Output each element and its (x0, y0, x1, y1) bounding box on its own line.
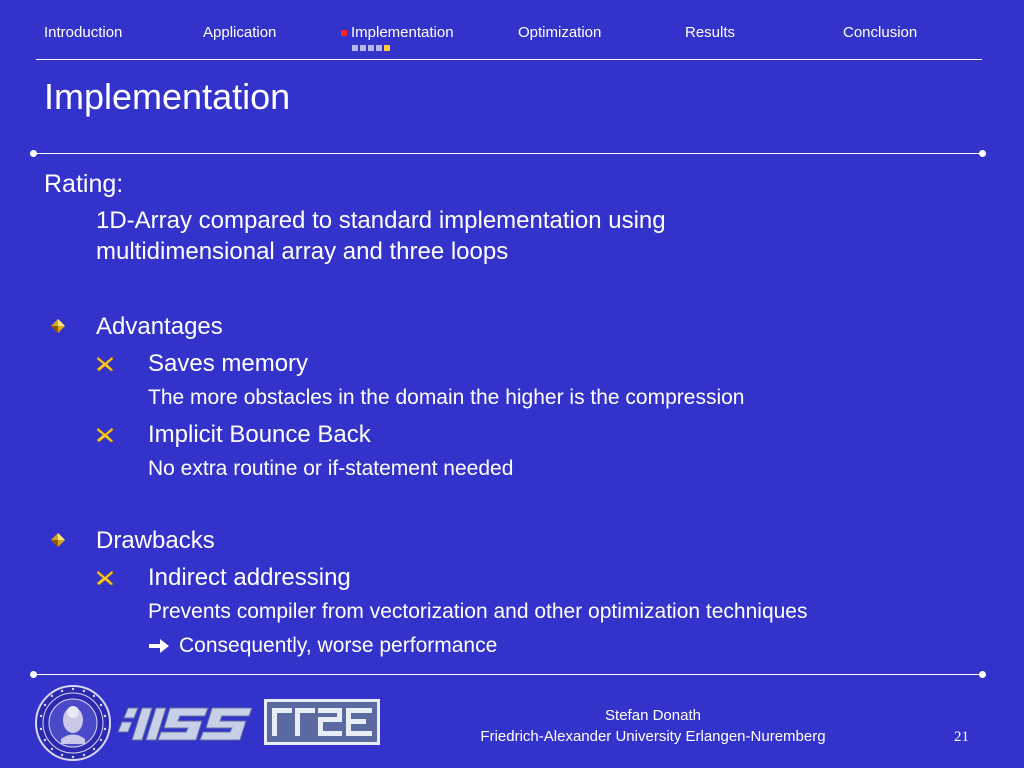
drawback-item-detail: Prevents compiler from vectorization and other optimization techniques (148, 600, 808, 623)
nav-divider (36, 59, 982, 60)
nav-item-conclusion[interactable]: Conclusion (843, 24, 918, 41)
drawback-consequence: Consequently, worse performance (179, 634, 498, 657)
lss-chair-logo (118, 700, 256, 744)
rrze-logo (264, 699, 380, 745)
progress-step-current (384, 45, 390, 51)
nav-item-implementation[interactable]: Implementation (351, 24, 454, 41)
footer-author: Stefan Donath (605, 707, 701, 724)
rating-text-line-2: multidimensional array and three loops (96, 238, 509, 265)
advantages-heading: Advantages (96, 313, 223, 340)
footer-institution: Friedrich-Alexander University Erlangen-Nuremberg (480, 728, 826, 745)
right-arrow-icon (148, 638, 170, 654)
gold-diamond-icon (51, 533, 65, 547)
footer-divider (33, 674, 982, 675)
slide-title: Implementation (44, 76, 291, 117)
nav-item-optimization[interactable]: Optimization (518, 24, 602, 41)
university-seal-logo (34, 684, 112, 762)
nav-item-introduction[interactable]: Introduction (44, 24, 123, 41)
rating-text-line-1: 1D-Array compared to standard implementation using (96, 207, 666, 234)
progress-step-done (376, 45, 382, 51)
drawbacks-heading: Drawbacks (96, 527, 215, 554)
divider-dot (979, 150, 986, 157)
title-divider (33, 153, 982, 154)
divider-dot (30, 150, 37, 157)
gold-x-icon (96, 427, 114, 443)
progress-step-done (352, 45, 358, 51)
section-progress-indicator (352, 45, 390, 51)
page-number: 21 (954, 729, 969, 745)
drawback-item-label: Indirect addressing (148, 564, 351, 591)
progress-step-done (360, 45, 366, 51)
divider-dot (979, 671, 986, 678)
gold-x-icon (96, 356, 114, 372)
gold-diamond-icon (51, 319, 65, 333)
divider-dot (30, 671, 37, 678)
advantage-item-label: Implicit Bounce Back (148, 421, 371, 448)
current-section-marker-icon (341, 30, 347, 36)
advantage-item-detail: The more obstacles in the domain the higher is the compression (148, 386, 745, 409)
advantage-item-detail: No extra routine or if-statement needed (148, 457, 514, 480)
nav-item-application[interactable]: Application (203, 24, 277, 41)
rating-label: Rating: (44, 170, 124, 198)
nav-item-results[interactable]: Results (685, 24, 736, 41)
progress-step-done (368, 45, 374, 51)
section-navigation (0, 24, 1024, 44)
advantage-item-label: Saves memory (148, 350, 309, 377)
gold-x-icon (96, 570, 114, 586)
